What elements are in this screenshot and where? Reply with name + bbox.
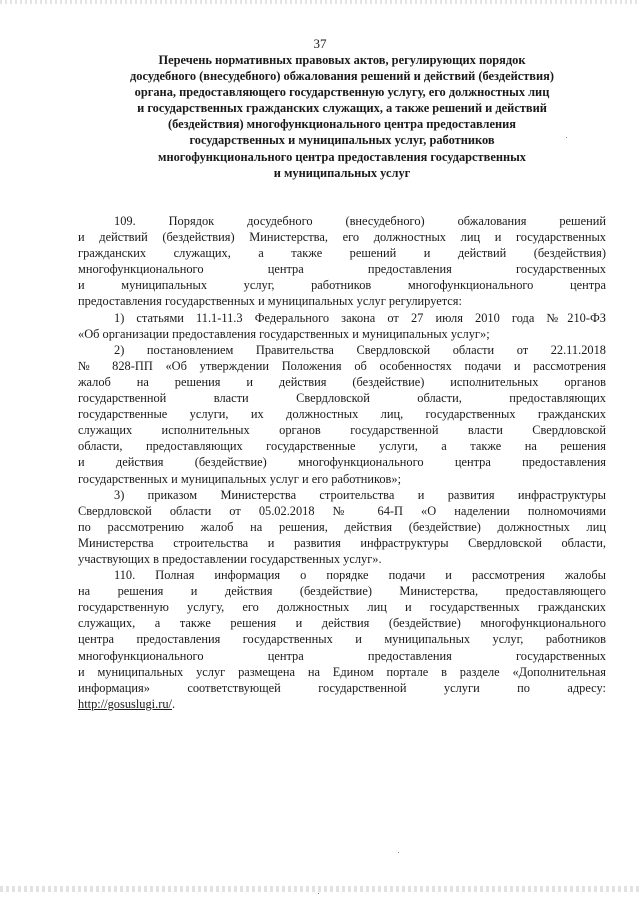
- item-2-line: жалоб на решения и действия (бездействие) исполнительных органов: [78, 374, 606, 389]
- paragraph-109-line: гражданских служащих, а также решений и действий (бездействия): [78, 246, 606, 261]
- paragraph-110-line: на решения и действия (бездействие) Министерства, предоставляющего: [78, 584, 606, 599]
- document-body: [78, 213, 606, 712]
- heading-line: многофункционального центра предоставления государственных: [158, 149, 526, 164]
- item-1-line: «Об организации предоставления государственных и муниципальных услуг»;: [78, 326, 490, 341]
- item-2-line: № 828-ПП «Об утверждении Положения об особенностях подачи и рассмотрения: [78, 358, 606, 373]
- item-3-line: по рассмотрению жалоб на решения, действия (бездействие) должностных лиц: [78, 519, 606, 534]
- item-2-line: служащих исполнительных органов государственной власти Свердловской: [78, 423, 606, 438]
- gosuslugi-link[interactable]: http://gosuslugi.ru/: [78, 696, 172, 711]
- item-3-line: Свердловской области от 05.02.2018 № 64-П «О наделении полномочиями: [78, 503, 606, 518]
- heading-line: и государственных гражданских служащих, а также решений и действий: [137, 101, 547, 116]
- scan-speck: [398, 852, 399, 853]
- paragraph-109-line: и муниципальных услуг, работников многофункционального центра: [78, 278, 606, 293]
- item-1-line: 1) статьями 11.1-11.3 Федерального закона от 27 июля 2010 года №210-ФЗ: [114, 310, 606, 325]
- heading-line: Перечень нормативных правовых актов, регулирующих порядок: [158, 53, 526, 67]
- scan-speck: [566, 137, 567, 138]
- scan-edge-top: [0, 0, 640, 4]
- paragraph-110-last-line: [78, 696, 606, 712]
- paragraph-110-line: центра предоставления государственных и муниципальных услуг, работников: [78, 632, 606, 647]
- heading-line: государственных и муниципальных услуг, работников: [189, 133, 495, 148]
- paragraph-110-line: 110. Полная информация о порядке подачи и рассмотрения жалобы: [114, 568, 606, 583]
- item-3-line: участвующих в предоставлении государственных услуг».: [78, 551, 382, 566]
- paragraph-109-line: 109. Порядок досудебного (внесудебного) обжалования решений: [114, 214, 606, 228]
- paragraph-110-line: и муниципальных услуг размещена на Едином портале в разделе «Дополнительная: [78, 664, 606, 679]
- page-number: 37: [313, 36, 327, 51]
- item-2-line: государственных и муниципальных услуг и его работников»;: [78, 471, 402, 486]
- paragraph-109-line: предоставления государственных и муниципальных услуг регулируется:: [78, 294, 462, 309]
- document-heading: [78, 52, 606, 181]
- heading-line: и муниципальных услуг: [273, 165, 411, 180]
- item-2-line: и действия (бездействие) многофункционального центра предоставления: [78, 455, 606, 470]
- heading-line: (бездействия) многофункционального центра предоставления: [168, 117, 516, 132]
- paragraph-109-line: и действий (бездействия) Министерства, его должностных лиц и государственных: [78, 230, 606, 245]
- item-3-line: Министерства строительства и развития инфраструктуры Свердловской области,: [78, 535, 606, 550]
- item-2-line: 2) постановлением Правительства Свердловской области от 22.11.2018: [114, 342, 606, 357]
- heading-line: органа, предоставляющего государственную услугу, его должностных лиц: [134, 85, 550, 100]
- item-2-line: области, предоставляющих государственные услуги, а также на решения: [78, 439, 606, 454]
- item-2-line: государственные услуги, их должностных лиц, государственных гражданских: [78, 407, 606, 422]
- heading-line: досудебного (внесудебного) обжалования решений и действий (бездействия): [130, 69, 554, 84]
- paragraph-110-line: государственную услугу, его должностных лиц и государственных гражданских: [78, 600, 606, 615]
- paragraph-110-line: многофункционального центра предоставления государственных: [78, 648, 606, 663]
- scan-speck: [318, 893, 319, 894]
- paragraph-110-line: информация» соответствующей государственной услуги по адресу:: [78, 680, 606, 695]
- paragraph-110-line: служащих, а также решения и действия (бездействие) многофункционального: [78, 616, 606, 631]
- paragraph-109-line: многофункционального центра предоставления государственных: [78, 262, 606, 277]
- item-3-line: 3) приказом Министерства строительства и развития инфраструктуры: [114, 487, 606, 502]
- item-2-line: государственной власти Свердловской области, предоставляющих: [78, 391, 606, 406]
- scan-edge-bottom: [0, 886, 640, 892]
- link-suffix: .: [171, 696, 176, 711]
